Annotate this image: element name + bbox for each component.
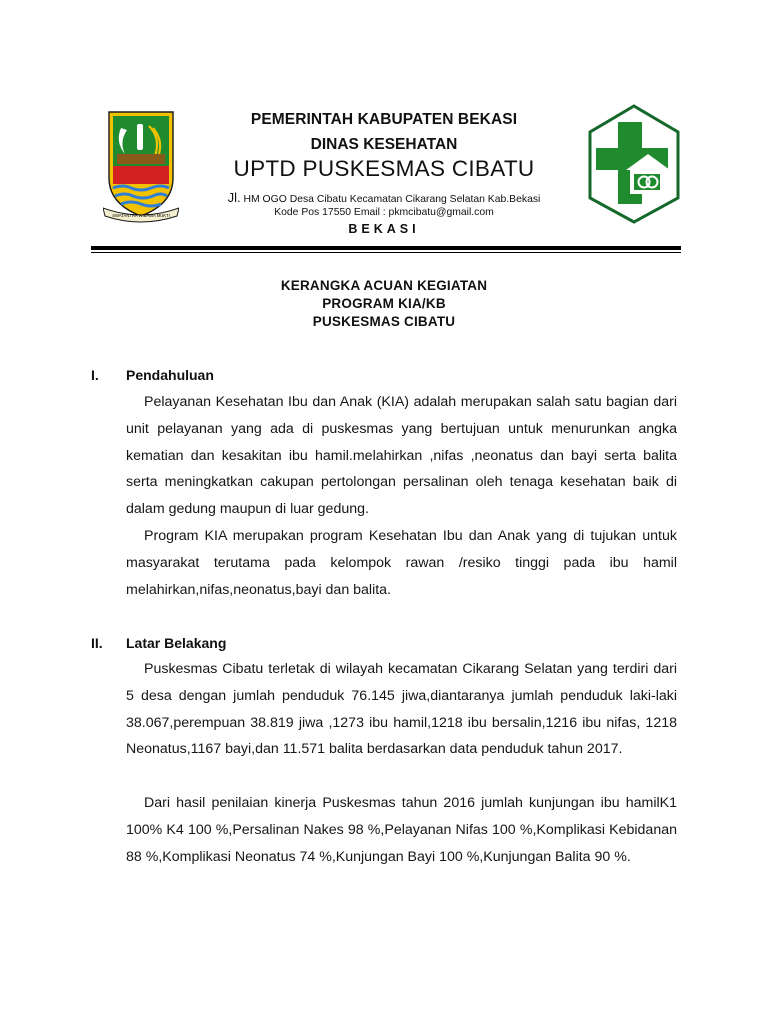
crest-motto: SWATANTRA WIBAWA MUKTI <box>112 213 170 218</box>
letterhead-city: BEKASI <box>348 222 420 236</box>
document-title-line-2: PROGRAM KIA/KB <box>322 296 446 311</box>
section-1-paragraph-1: Pelayanan Kesehatan Ibu dan Anak (KIA) adalah merupakan salah satu bagian dari unit pelayanan yang ada di puskesmas yang bertujuan untuk menurunkan angka kematian dan kesakitan ibu hamil.melahirkan ,nifas ,neonatus dan bayi serta balita serta meningkatkan cakupan pertolongan persalinan oleh tenaga kesehatan baik di dalam gedung maupun di luar gedung. <box>126 394 677 518</box>
section-1-paragraph-2: Program KIA merupakan program Kesehatan Ibu dan Anak yang di tujukan untuk masyarakat terutama pada kelompok rawan /resiko tinggi pada ibu hamil melahirkan,nifas,neonatus,bayi dan balita. <box>126 528 677 598</box>
section-2-number: II. <box>91 635 103 651</box>
puskesmas-logo <box>586 104 682 224</box>
address-prefix: Jl. <box>227 190 241 205</box>
kabupaten-bekasi-crest-logo <box>103 108 179 228</box>
section-1-title: Pendahuluan <box>126 367 214 383</box>
letterhead-address <box>180 190 588 205</box>
document-title-line-1: KERANGKA ACUAN KEGIATAN <box>280 278 488 293</box>
section-2-paragraph-2: Dari hasil penilaian kinerja Puskesmas tahun 2016 jumlah kunjungan ibu hamilK1 100% K4 100 %,Persalinan Nakes 98 %,Pelayanan Nifas 100 %,Komplikasi Kebidanan 88 %,Komplikasi Neonatus 74 %,Kunjungan Bayi 100 %,Kunjungan Balita 90 %. <box>126 795 677 865</box>
letterhead-department: DINAS KESEHATAN <box>310 136 458 153</box>
document-title-line-3: PUSKESMAS CIBATU <box>312 314 456 329</box>
letterhead-postal-email: Kode Pos 17550 Email : pkmcibatu@gmail.com <box>274 207 494 218</box>
section-1-number: I. <box>91 367 99 383</box>
letterhead-divider-thick <box>91 246 681 250</box>
section-2-title: Latar Belakang <box>126 635 227 651</box>
address-text: HM OGO Desa Cibatu Kecamatan Cikarang Selatan Kab.Bekasi <box>243 194 541 205</box>
letterhead-government: PEMERINTAH KABUPATEN BEKASI <box>250 111 518 128</box>
letterhead-unit: UPTD PUSKESMAS CIBATU <box>233 156 535 181</box>
letterhead-divider-thin <box>91 252 681 253</box>
section-2-paragraph-1: Puskesmas Cibatu terletak di wilayah kecamatan Cikarang Selatan yang terdiri dari 5 desa dengan jumlah penduduk 76.145 jiwa,diantaranya jumlah penduduk laki-laki 38.067,perempuan 38.819 jiwa ,1273 ibu hamil,1218 ibu bersalin,1216 ibu nifas, 1218 Neonatus,1167 bayi,dan 11.571 balita berdasarkan data penduduk tahun 2017. <box>126 661 677 758</box>
